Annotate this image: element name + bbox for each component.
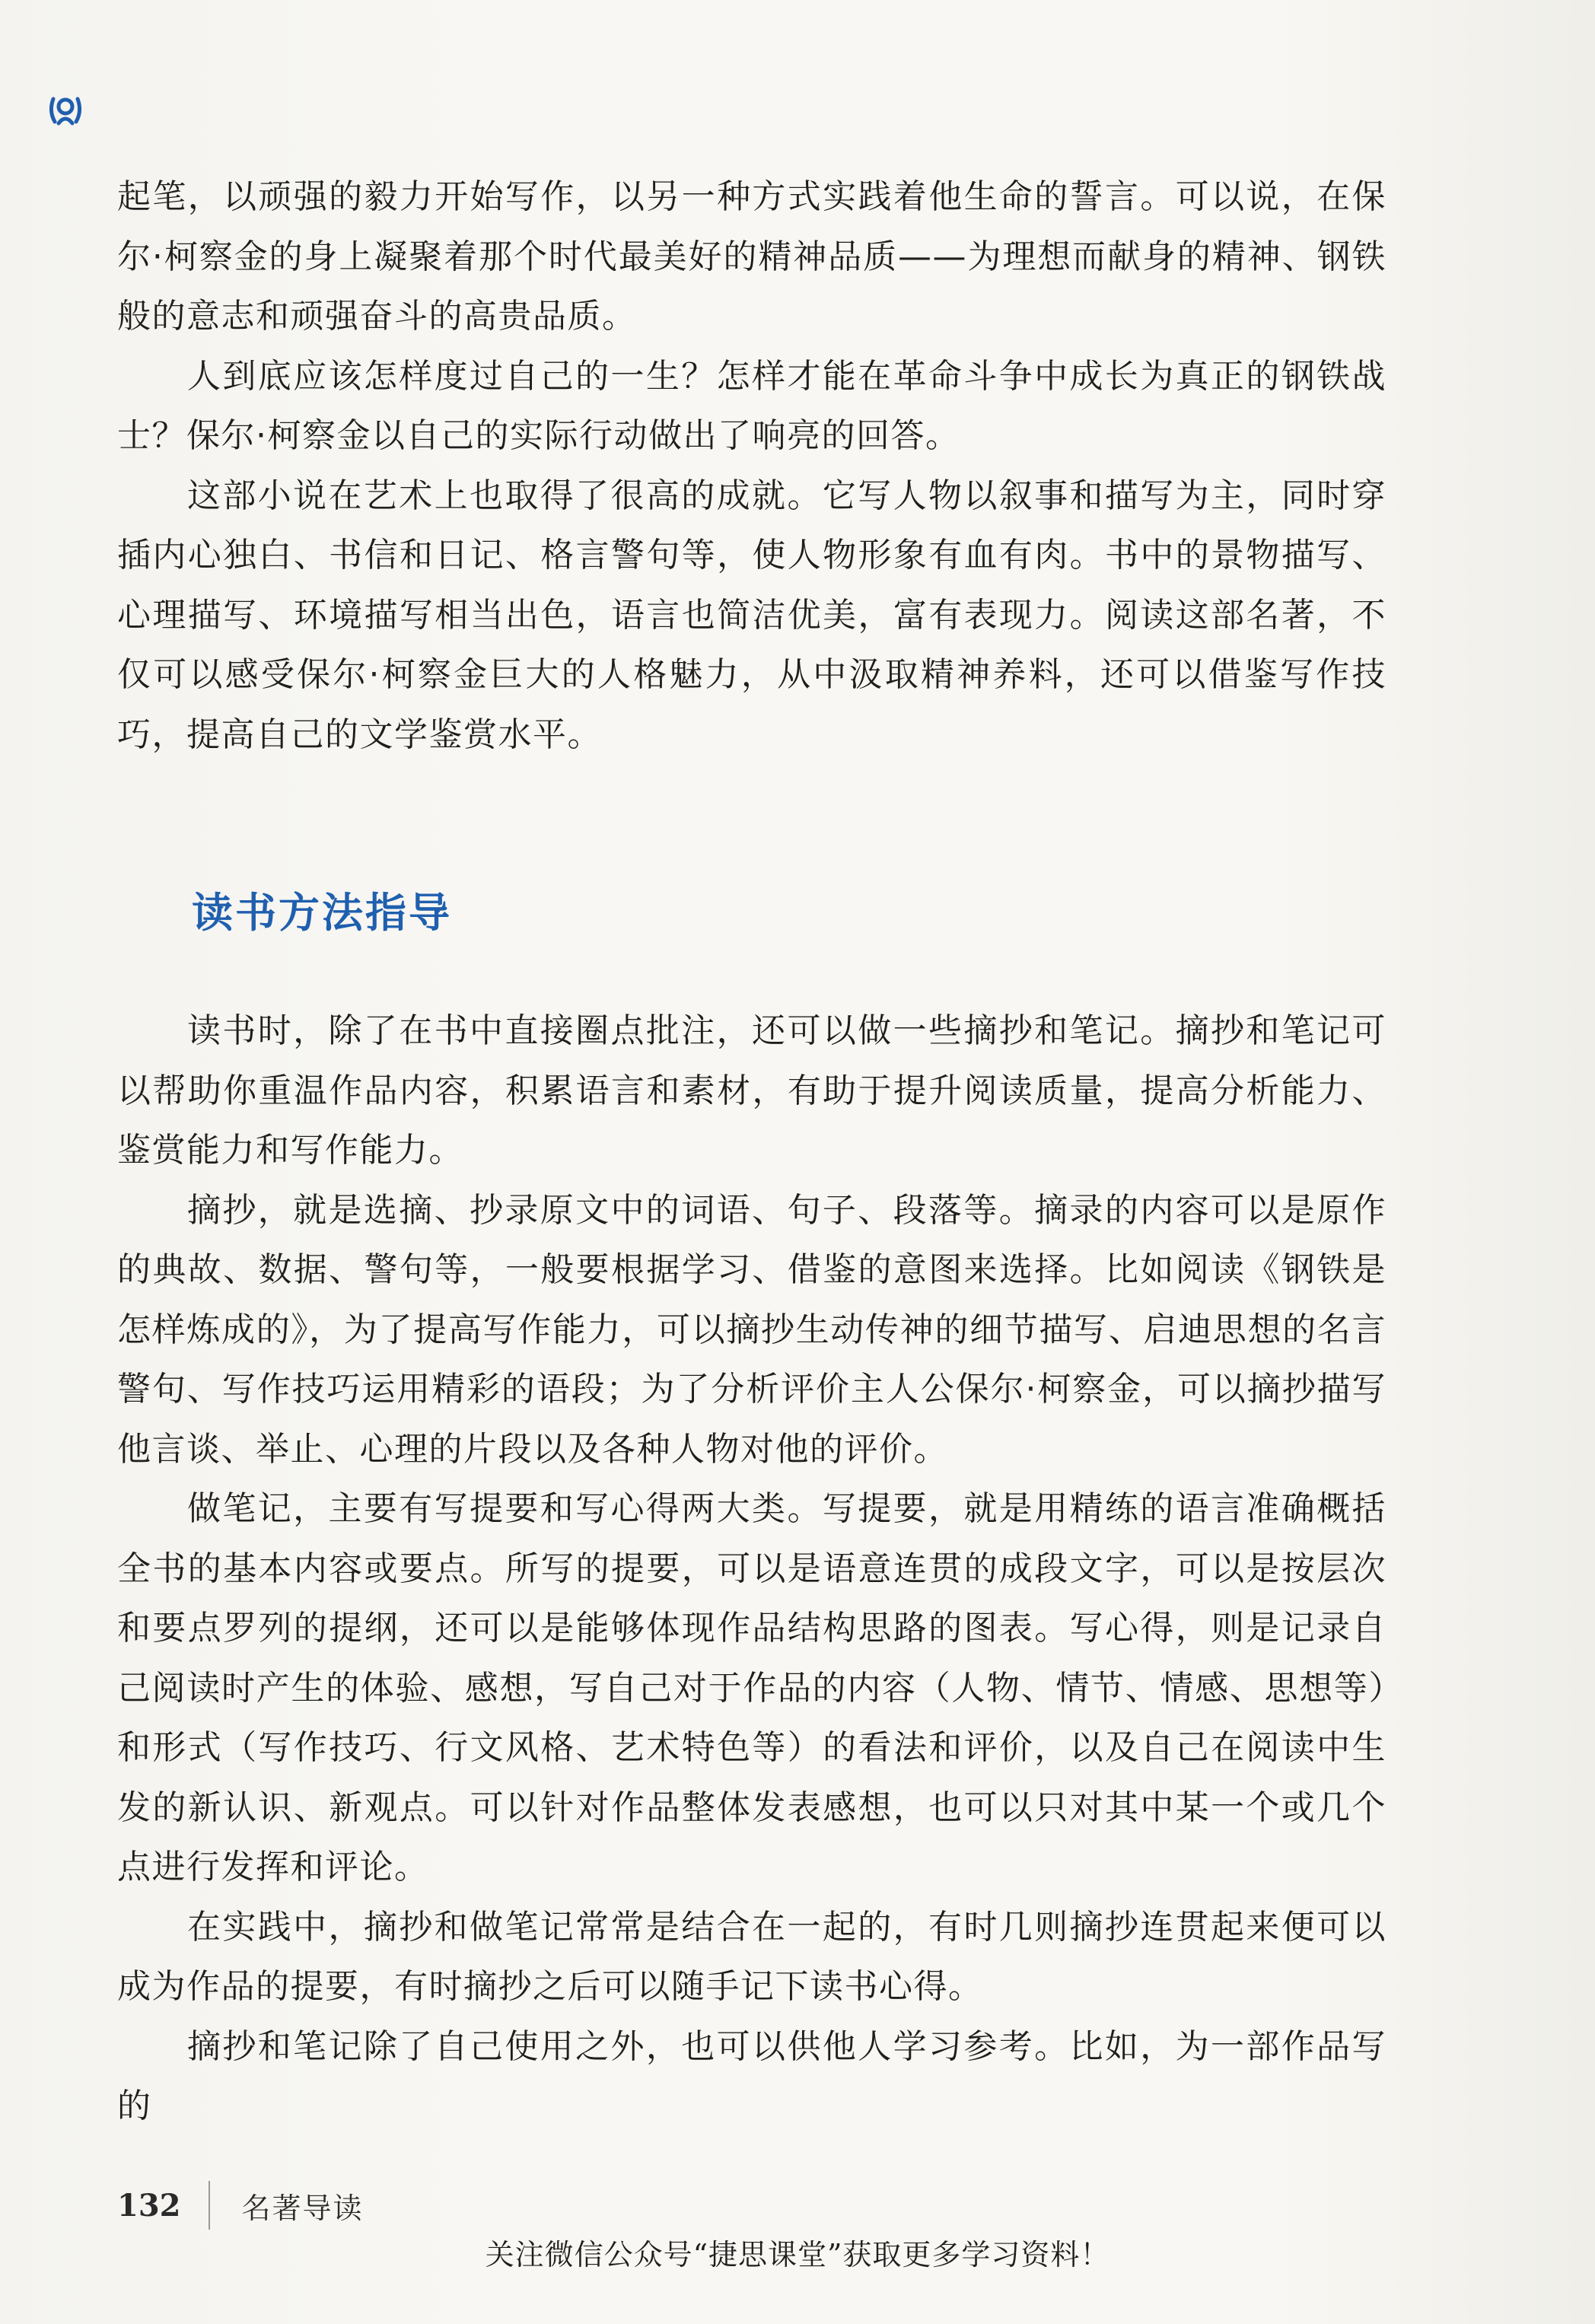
publisher-logo-icon	[46, 91, 85, 131]
watermark-caption: 关注微信公众号“捷思课堂”获取更多学习资料！	[485, 2238, 1110, 2271]
paragraph: 摘抄，就是选摘、抄录原文中的词语、句子、段落等。摘录的内容可以是原作的典故、数据、警句等，一般要根据学习、借鉴的意图来选择。比如阅读《钢铁是怎样炼成的》，为了提高写作能力，可以摘抄生动传神的细节描写、启迪思想的名言警句、写作技巧运用精彩的语段；为了分析评价主人公保尔·柯察金，可以摘抄描写他言谈、举止、心理的片段以及各种人物对他的评价。	[117, 1190, 1386, 1469]
paragraph: 这部小说在艺术上也取得了很高的成就。它写人物以叙事和描写为主，同时穿插内心独白、书信和日记、格言警句等，使人物形象有血有肉。书中的景物描写、心理描写、环境描写相当出色，语言也简洁优美，富有表现力。阅读这部名著，不仅可以感受保尔·柯察金巨大的人格魅力，从中汲取精神养料，还可以借鉴写作技巧，提高自己的文学鉴赏水平。	[117, 476, 1386, 754]
paragraph: 做笔记，主要有写提要和写心得两大类。写提要，就是用精练的语言准确概括全书的基本内容或要点。所写的提要，可以是语意连贯的成段文字，可以是按层次和要点罗列的提纲，还可以是能够体现作品结构思路的图表。写心得，则是记录自己阅读时产生的体验、感想，写自己对于作品的内容（人物、情节、情感、思想等）和形式（写作技巧、行文风格、艺术特色等）的看法和评价，以及自己在阅读中生发的新认识、新观点。可以针对作品整体发表感想，也可以只对其中某一个或几个点进行发挥和评论。	[117, 1489, 1386, 1886]
paragraph: 摘抄和笔记除了自己使用之外，也可以供他人学习参考。比如，为一部作品写的	[117, 2026, 1386, 2125]
footer-divider	[209, 2181, 210, 2230]
paragraph: 起笔，以顽强的毅力开始写作，以另一种方式实践着他生命的誓言。可以说，在保尔·柯察金的身上凝聚着那个时代最美好的精神品质——为理想而献身的精神、钢铁般的意志和顽强奋斗的高贵品质。	[117, 177, 1386, 336]
paragraph: 读书时，除了在书中直接圈点批注，还可以做一些摘抄和笔记。摘抄和笔记可以帮助你重温作品内容，积累语言和素材，有助于提升阅读质量，提高分析能力、鉴赏能力和写作能力。	[117, 1011, 1386, 1170]
page-number: 132	[117, 2187, 181, 2224]
page-footer	[117, 2178, 364, 2233]
body-text-top	[117, 167, 1386, 765]
book-title: 名著导读	[241, 2191, 364, 2225]
paragraph: 在实践中，摘抄和做笔记常常是结合在一起的，有时几则摘抄连贯起来便可以成为作品的提要，有时摘抄之后可以随手记下读书心得。	[117, 1907, 1386, 2006]
section-heading: 读书方法指导	[192, 889, 452, 937]
paragraph: 人到底应该怎样度过自己的一生？怎样才能在革命斗争中成长为真正的钢铁战士？保尔·柯察金以自己的实际行动做出了响亮的回答。	[117, 356, 1386, 455]
body-text-bottom	[117, 1001, 1386, 2137]
